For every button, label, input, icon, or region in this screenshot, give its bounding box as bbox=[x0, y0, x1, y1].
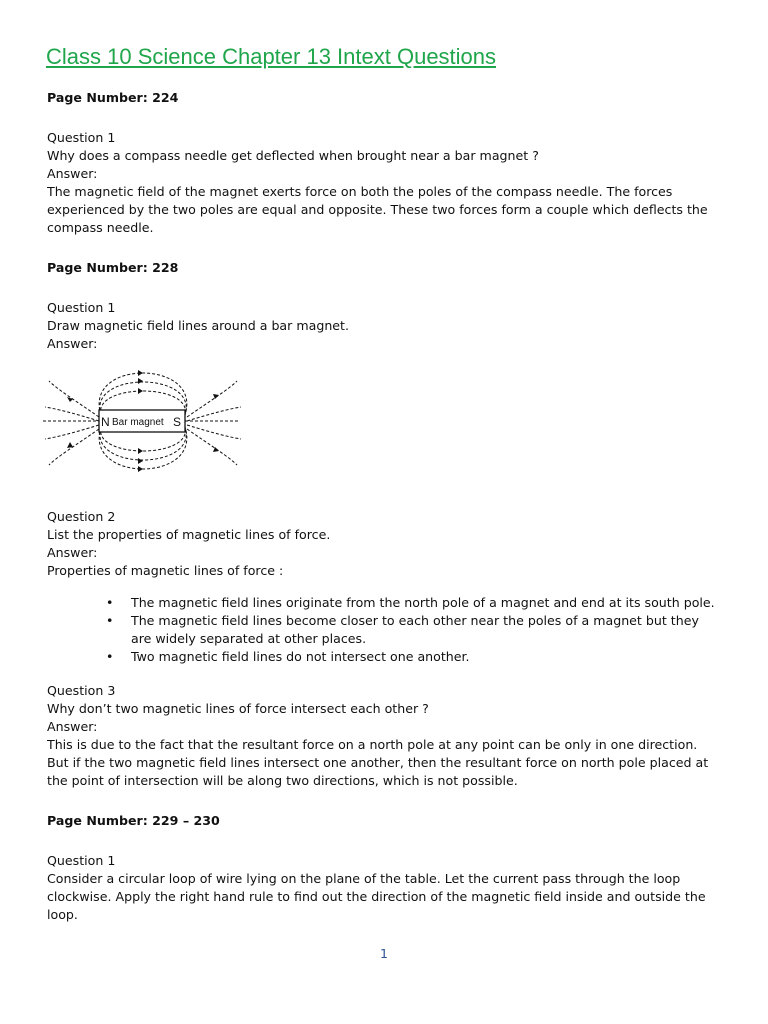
question-text: Draw magnetic field lines around a bar magnet. bbox=[47, 318, 349, 333]
document-title: Class 10 Science Chapter 13 Intext Questions bbox=[46, 44, 497, 69]
question-label: Question 1 bbox=[47, 853, 116, 868]
question-label: Question 1 bbox=[47, 130, 116, 145]
bar-magnet-label: Bar magnet bbox=[112, 417, 164, 428]
page-number-heading: Page Number: 228 bbox=[47, 260, 179, 275]
north-pole-label: N bbox=[101, 415, 110, 429]
document-body bbox=[47, 89, 719, 924]
answer-label: Answer: bbox=[47, 166, 98, 181]
question-text: Why does a compass needle get deflected when brought near a bar magnet ? bbox=[47, 148, 539, 163]
answer-text: The magnetic field of the magnet exerts force on both the poles of the compass needle. The forces experienced by the two poles are equal and opposite. These two forces form a couple which deflects the compass needle. bbox=[47, 184, 708, 235]
page-number-heading: Page Number: 224 bbox=[47, 90, 179, 105]
list-item: • The magnetic field lines become closer to each other near the poles of a magnet but they are widely separated at other places. bbox=[131, 612, 719, 648]
south-pole-label: S bbox=[173, 415, 182, 429]
list-item: • Two magnetic field lines do not intersect one another. bbox=[131, 648, 719, 666]
bar-magnet-field-lines-figure bbox=[43, 359, 243, 491]
question-label: Question 3 bbox=[47, 683, 116, 698]
answer-label: Answer: bbox=[47, 336, 98, 351]
answer-intro: Properties of magnetic lines of force : bbox=[47, 563, 284, 578]
list-item: • The magnetic field lines originate from the north pole of a magnet and end at its south pole. bbox=[131, 594, 719, 612]
page-number-heading: Page Number: 229 – 230 bbox=[47, 813, 220, 828]
question-label: Question 2 bbox=[47, 509, 116, 524]
question-text: Consider a circular loop of wire lying on the plane of the table. Let the current pass through the loop clockwise. Apply the right hand rule to find out the direction of the magnetic field inside and outside the loop. bbox=[47, 871, 706, 922]
properties-list bbox=[47, 594, 719, 666]
question-text: Why don’t two magnetic lines of force intersect each other ? bbox=[47, 701, 429, 716]
footer-page-number: 1 bbox=[379, 946, 388, 961]
answer-label: Answer: bbox=[47, 719, 98, 734]
question-text: List the properties of magnetic lines of force. bbox=[47, 527, 331, 542]
question-label: Question 1 bbox=[47, 300, 116, 315]
answer-text: This is due to the fact that the resultant force on a north pole at any point can be only in one direction. But if the two magnetic field lines intersect one another, then the resultant force on north pole placed at the point of intersection will be along two directions, which is not possible. bbox=[47, 737, 709, 788]
answer-label: Answer: bbox=[47, 545, 98, 560]
